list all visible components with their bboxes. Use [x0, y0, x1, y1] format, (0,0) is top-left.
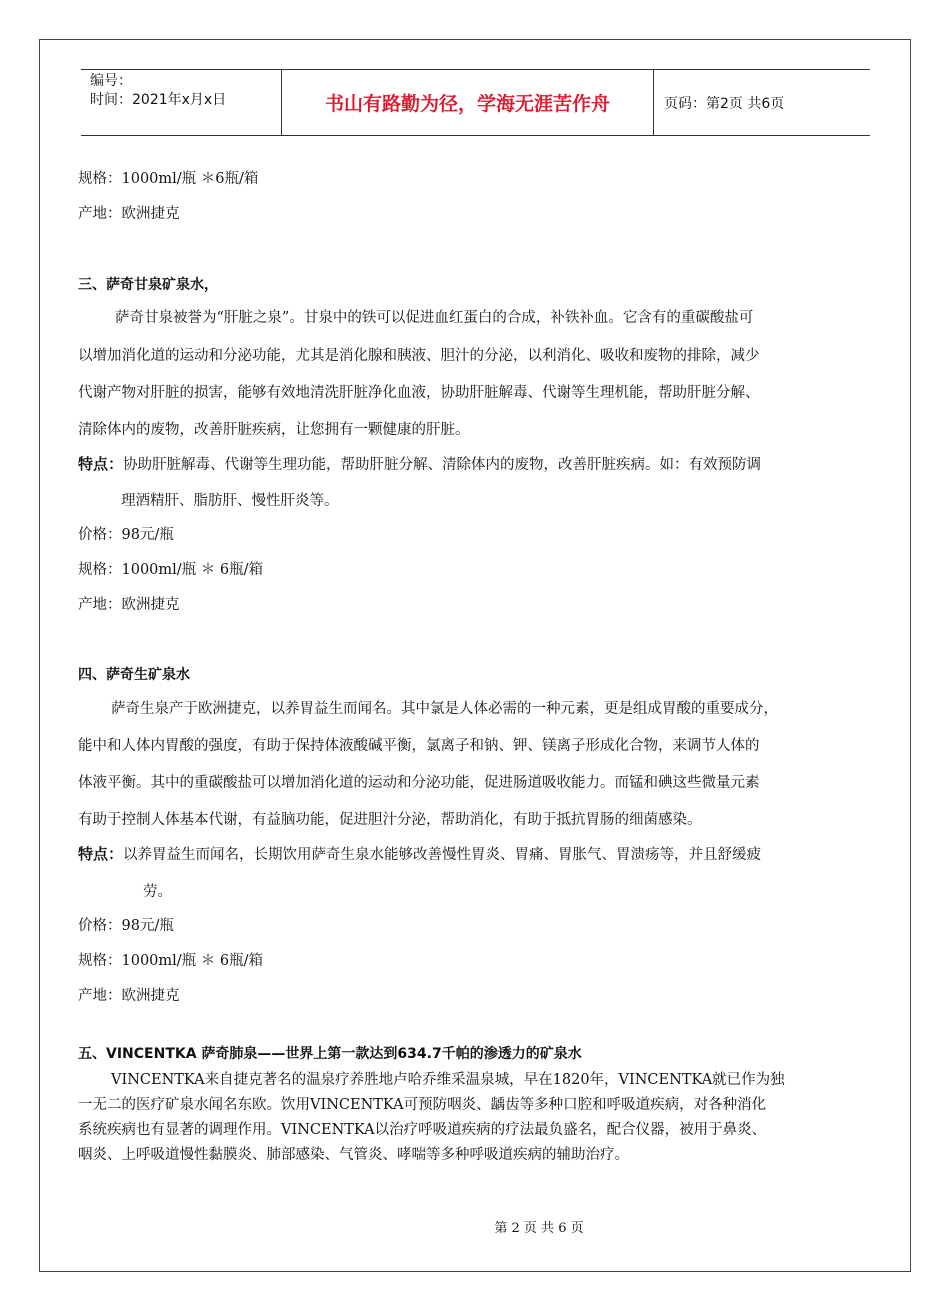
spec-line: 规格：1000ml/瓶 ＊ 6瓶/箱 — [78, 562, 264, 578]
doc-number-label: 编号： — [90, 73, 132, 89]
origin-line: 产地：欧洲捷克 — [78, 988, 180, 1004]
origin-line: 产地：欧洲捷克 — [78, 597, 180, 613]
paragraph-line: 体液平衡。其中的重碳酸盐可以增加消化道的运动和分泌功能，促进肠道吸收能力。而锰和碘这些微量元素 — [78, 775, 760, 791]
header-meta — [81, 70, 282, 135]
header-page-label: 页码：第2页 共6页 — [664, 95, 785, 112]
paragraph-line: VINCENTKA来自捷克著名的温泉疗养胜地卢哈乔维采温泉城，早在1820年，VINCENTKA就已作为独 — [111, 1072, 785, 1088]
feature-line — [78, 843, 761, 864]
price-line: 价格：98元/瓶 — [78, 918, 174, 934]
paragraph-line: 能中和人体内胃酸的强度，有助于保持体液酸碱平衡，氯离子和钠、钾、镁离子形成化合物，来调节人体的 — [78, 738, 760, 754]
section-title: 三、萨奇甘泉矿泉水， — [78, 277, 218, 293]
paragraph-line: 清除体内的废物，改善肝脏疾病，让您拥有一颗健康的肝脏。 — [78, 422, 470, 438]
section-title: 五、VINCENTKA 萨奇肺泉——世界上第一款达到634.7千帕的渗透力的矿泉水 — [78, 1046, 582, 1062]
price-line: 价格：98元/瓶 — [78, 527, 174, 543]
feature-label: 特点： — [78, 845, 124, 863]
spec-line: 规格：1000ml/瓶 ＊6瓶/箱 — [78, 171, 259, 187]
feature-line-continued: 劳。 — [143, 884, 172, 900]
doc-date-label: 时间：2021年x月x日 — [90, 92, 227, 108]
paragraph-line: 萨奇甘泉被誉为“肝脏之泉”。甘泉中的铁可以促进血红蛋白的合成，补铁补血。它含有的重碳酸盐可 — [115, 310, 754, 326]
paragraph-line: 有助于控制人体基本代谢，有益脑功能，促进胆汁分泌，帮助消化，有助于抵抗胃肠的细菌感染。 — [78, 812, 702, 828]
paragraph-line: 一无二的医疗矿泉水闻名东欧。饮用VINCENTKA可预防咽炎、龋齿等多种口腔和呼吸道疾病，对各种消化 — [78, 1097, 767, 1113]
paragraph-line: 代谢产物对肝脏的损害，能够有效地清洗肝脏净化血液，协助肝脏解毒、代谢等生理机能，帮助肝脏分解、 — [78, 385, 760, 401]
header-motto: 书山有路勤为径，学海无涯苦作舟 — [282, 70, 654, 135]
feature-label: 特点： — [78, 455, 124, 473]
page-footer: 第 2 页 共 6 页 — [494, 1221, 584, 1236]
page-header — [81, 69, 870, 136]
paragraph-line: 咽炎、上呼吸道慢性黏膜炎、肺部感染、气管炎、哮喘等多种呼吸道疾病的辅助治疗。 — [78, 1147, 629, 1163]
spec-line: 规格：1000ml/瓶 ＊ 6瓶/箱 — [78, 953, 264, 969]
origin-line: 产地：欧洲捷克 — [78, 206, 180, 222]
feature-text: 以养胃益生而闻名，长期饮用萨奇生泉水能够改善慢性胃炎、胃痛、胃胀气、胃溃疡等，并且舒缓疲 — [123, 847, 762, 863]
paragraph-line: 萨奇生泉产于欧洲捷克，以养胃益生而闻名。其中氯是人体必需的一种元素，更是组成胃酸的重要成分， — [111, 701, 778, 717]
paragraph-line: 系统疾病也有显著的调理作用。VINCENTKA以治疗呼吸道疾病的疗法最负盛名，配合仪器，被用于鼻炎、 — [78, 1122, 767, 1138]
feature-line — [78, 453, 761, 474]
section-title: 四、萨奇生矿泉水 — [78, 667, 190, 683]
paragraph-line: 以增加消化道的运动和分泌功能，尤其是消化腺和胰液、胆汁的分泌，以利消化、吸收和废物的排除，减少 — [78, 348, 760, 364]
feature-text: 协助肝脏解毒、代谢等生理功能，帮助肝脏分解、清除体内的废物，改善肝脏疾病。如：有效预防调 — [123, 457, 762, 473]
feature-line-continued: 理酒精肝、脂肪肝、慢性肝炎等。 — [121, 493, 339, 509]
